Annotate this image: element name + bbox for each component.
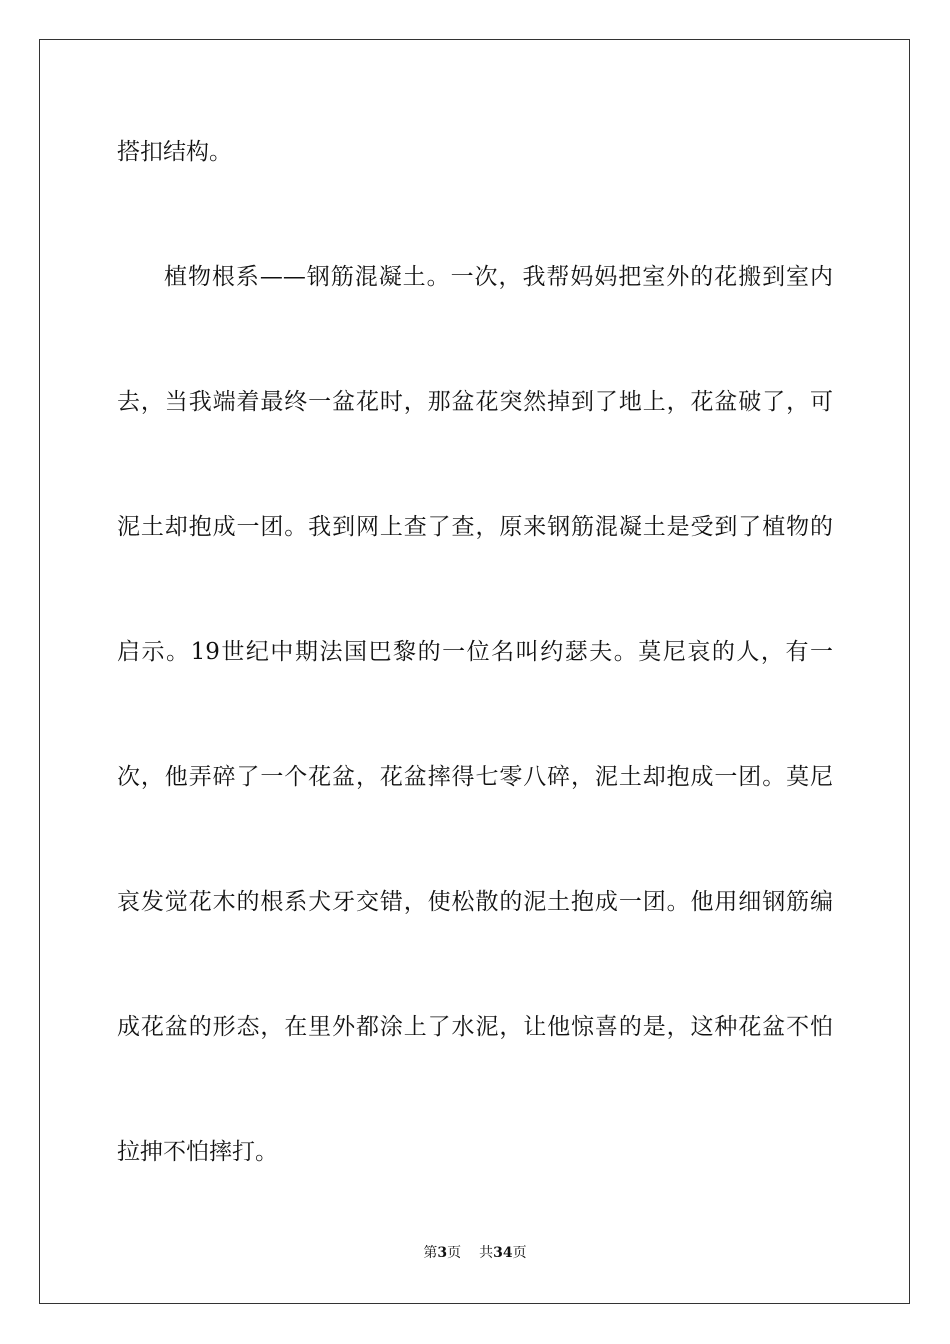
text-line-5: 启示。19世纪中期法国巴黎的一位名叫约瑟夫。莫尼哀的人，有一 [117, 639, 833, 665]
text-line-9: 拉抻不怕摔打。 [117, 1139, 278, 1165]
page-suffix: 页 [447, 1245, 462, 1261]
total-prefix: 共 [479, 1245, 494, 1261]
page-number: 3 [437, 1245, 448, 1261]
text-line-8: 成花盆的形态，在里外都涂上了水泥，让他惊喜的是，这种花盆不怕 [117, 1014, 833, 1040]
text-line-1: 搭扣结构。 [117, 139, 232, 165]
page-footer [0, 1244, 950, 1262]
page-prefix: 第 [423, 1245, 438, 1261]
page-border [39, 39, 910, 1304]
text-line-7: 哀发觉花木的根系犬牙交错，使松散的泥土抱成一团。他用细钢筋编 [117, 889, 833, 915]
text-line-3: 去，当我端着最终一盆花时，那盆花突然掉到了地上，花盆破了，可 [117, 389, 833, 415]
text-line-2: 植物根系——钢筋混凝土。一次，我帮妈妈把室外的花搬到室内 [164, 264, 833, 290]
total-pages: 34 [493, 1245, 513, 1261]
total-suffix: 页 [512, 1245, 527, 1261]
text-line-4: 泥土却抱成一团。我到网上查了查，原来钢筋混凝土是受到了植物的 [117, 514, 833, 540]
text-line-6: 次，他弄碎了一个花盆，花盆摔得七零八碎，泥土却抱成一团。莫尼 [117, 764, 833, 790]
